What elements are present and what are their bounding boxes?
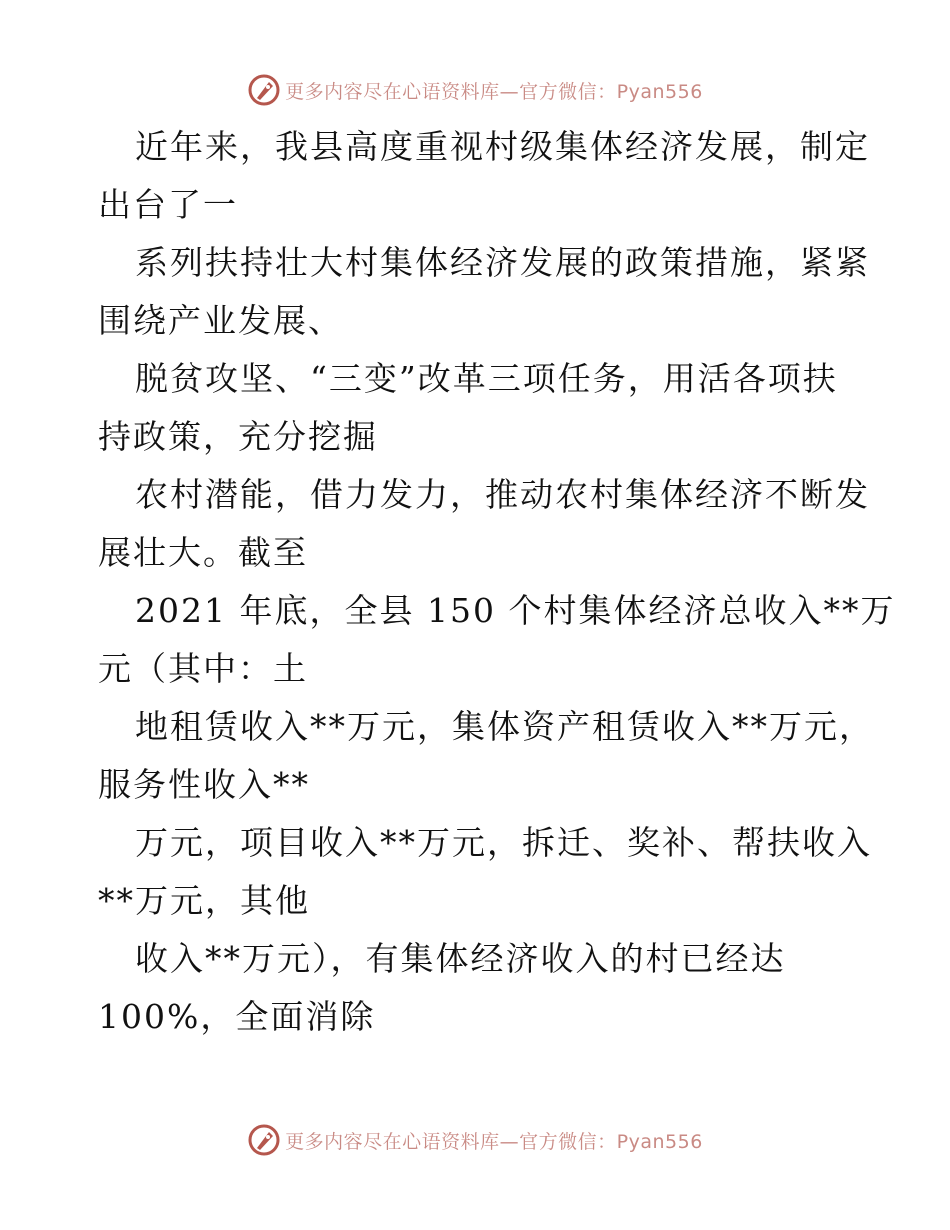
text-line: 2021 年底，全县 150 个村集体经济总收入**万 — [135, 591, 896, 630]
text-line: 展壮大。截至 — [98, 533, 308, 572]
text-line: 100%，全面消除 — [98, 997, 376, 1036]
text-line: 围绕产业发展、 — [98, 301, 343, 340]
text-line: 万元，项目收入**万元，拆迁、奖补、帮扶收入 — [135, 823, 872, 862]
text-line: 地租赁收入**万元，集体资产租赁收入**万元， — [135, 707, 874, 746]
text-line: 脱贫攻坚、“三变”改革三项任务，用活各项扶 — [135, 359, 838, 398]
text-line: 系列扶持壮大村集体经济发展的政策措施，紧紧 — [135, 243, 870, 282]
pen-nib-logo-icon — [247, 73, 281, 107]
text-line: 近年来，我县高度重视村级集体经济发展，制定 — [135, 127, 870, 166]
watermark-text: 更多内容尽在心语资料库—官方微信：Pyan556 — [285, 1130, 703, 1153]
text-line: 持政策，充分挖掘 — [98, 417, 378, 456]
text-line: 元（其中：土 — [98, 649, 308, 688]
text-line: **万元，其他 — [98, 881, 310, 920]
footer-watermark — [0, 1120, 950, 1160]
text-line: 出台了一 — [98, 185, 238, 224]
document-body — [98, 118, 896, 1046]
text-line: 农村潜能，借力发力，推动农村集体经济不断发 — [135, 475, 870, 514]
pen-nib-logo-icon — [247, 1123, 281, 1157]
header-watermark — [0, 70, 950, 110]
text-line: 服务性收入** — [98, 765, 310, 804]
text-line: 收入**万元），有集体经济收入的村已经达 — [135, 939, 786, 978]
watermark-text: 更多内容尽在心语资料库—官方微信：Pyan556 — [285, 80, 703, 103]
